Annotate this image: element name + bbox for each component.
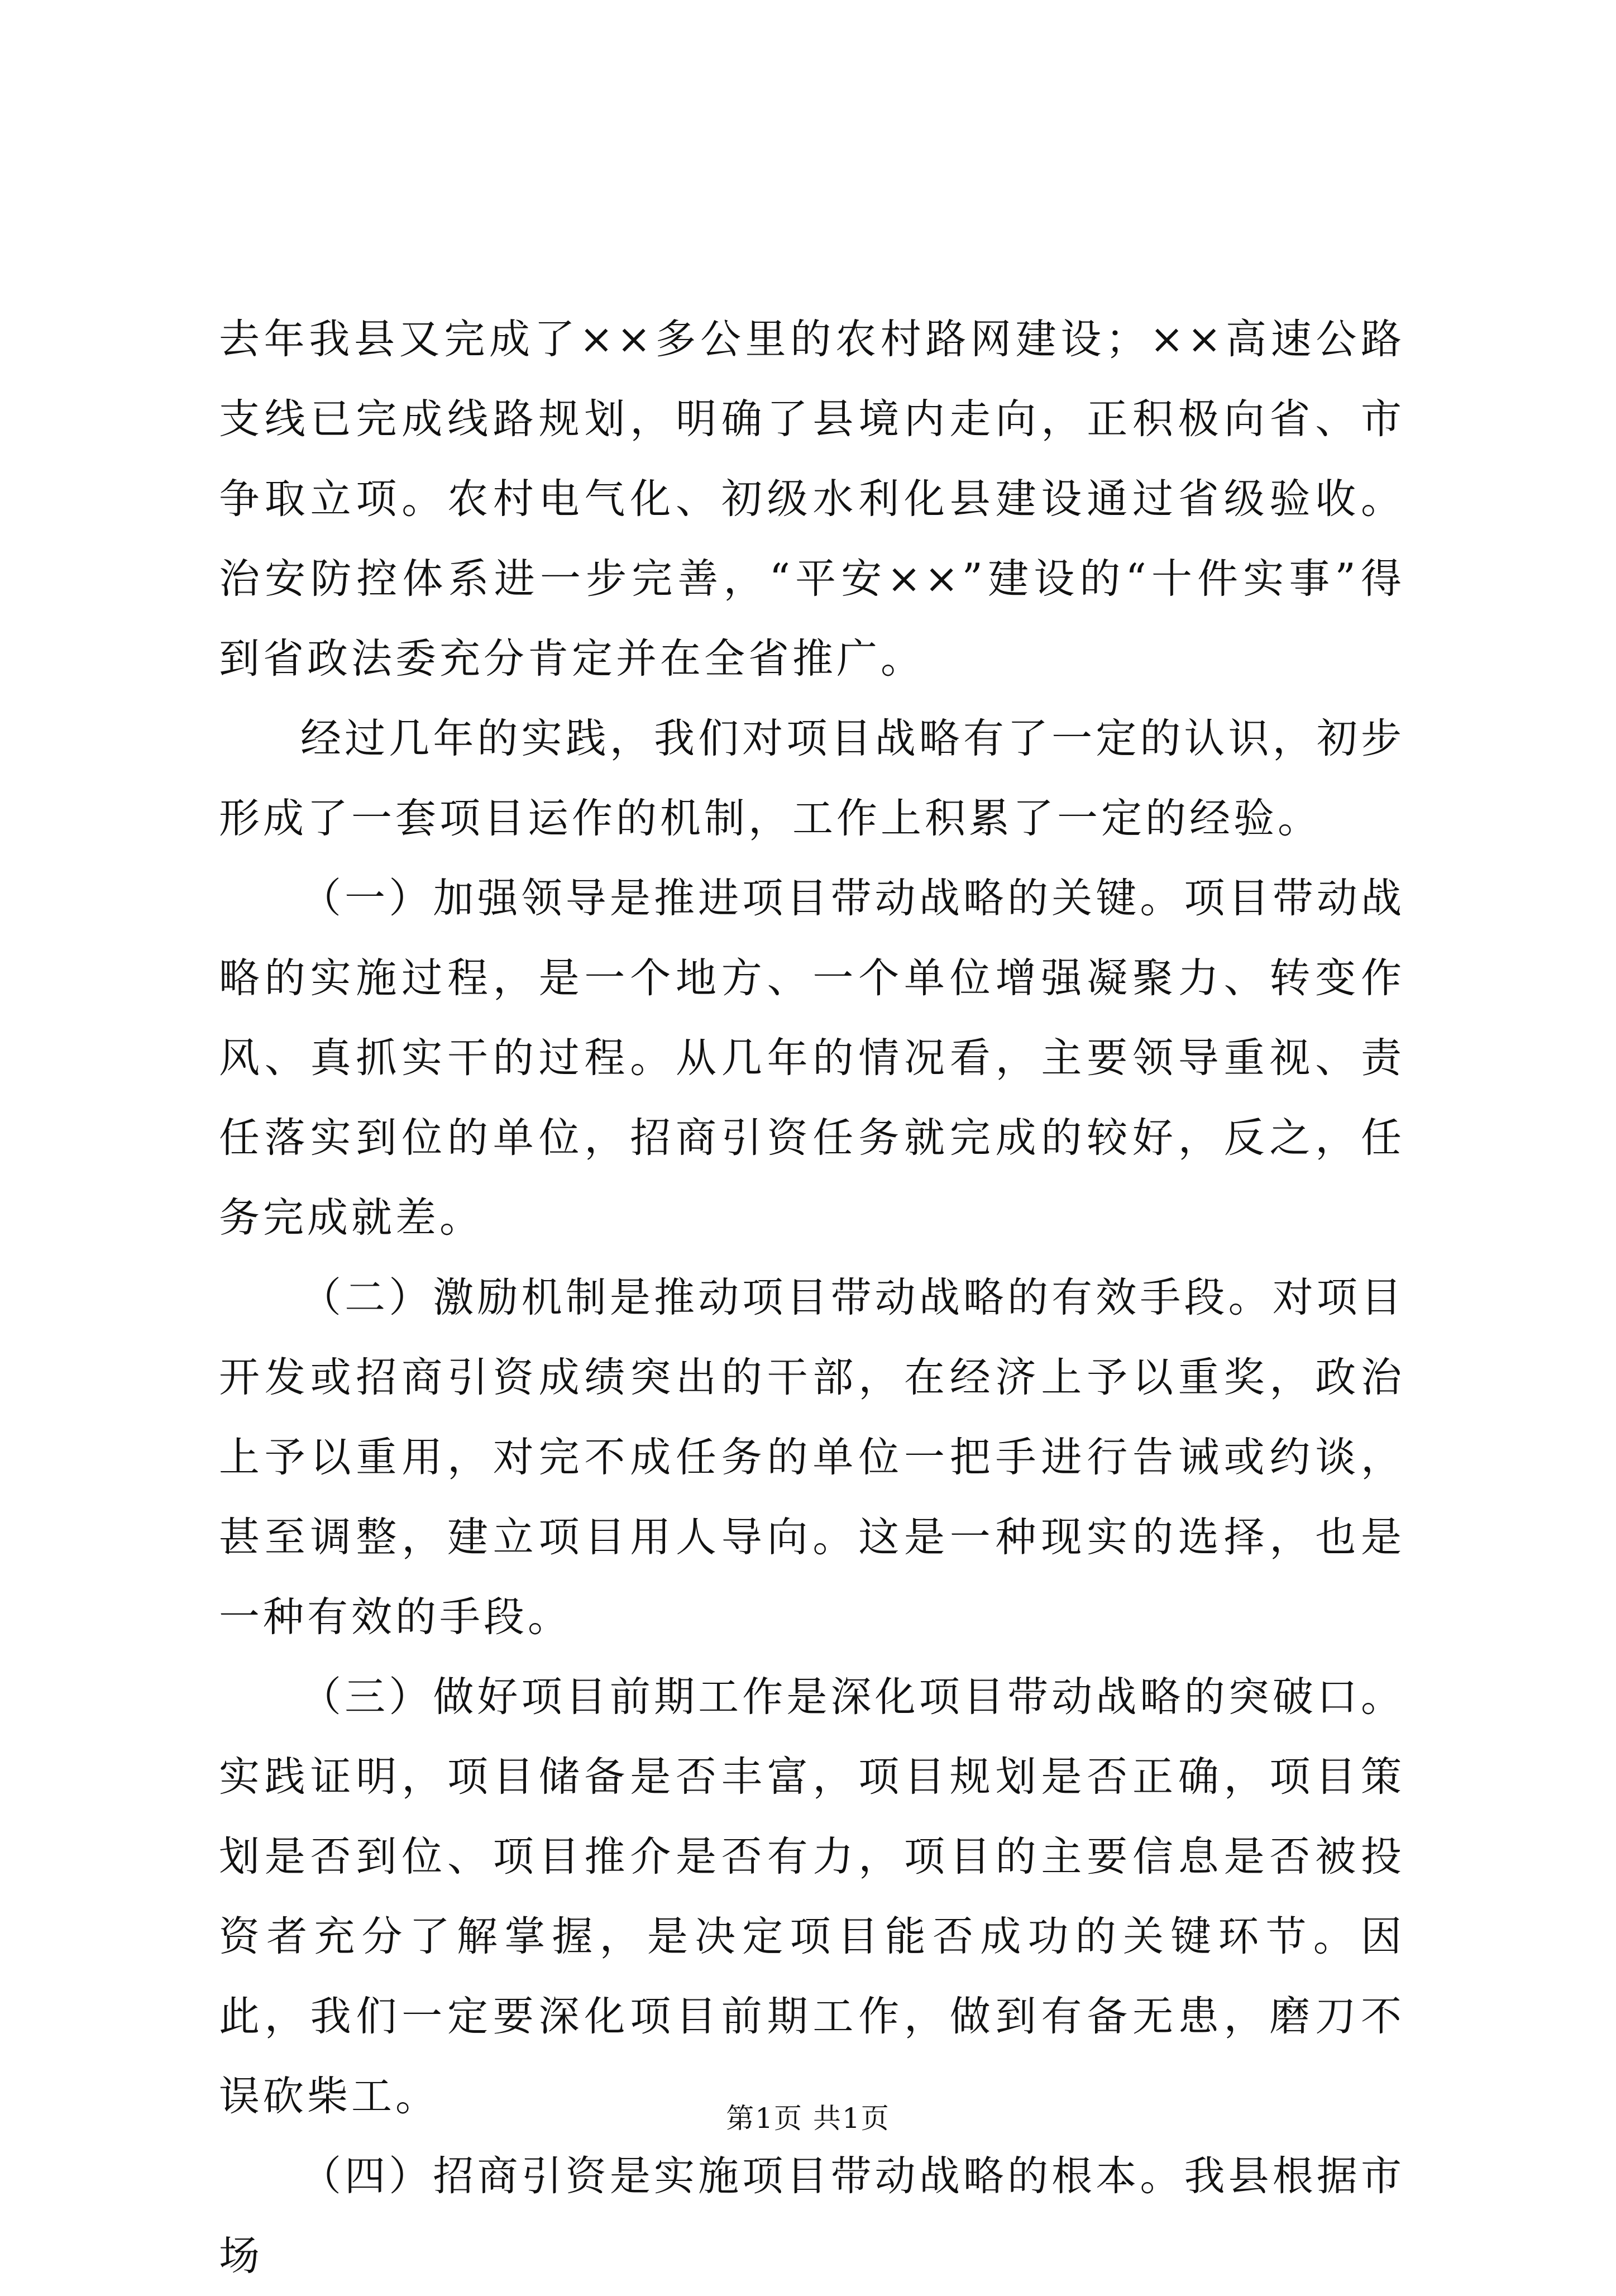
document-body xyxy=(219,299,1405,2296)
paragraph-2: 经过几年的实践，我们对项目战略有了一定的认识，初步形成了一套项目运作的机制，工作上积累了一定的经验。 xyxy=(219,715,1405,842)
paragraph-6: （四）招商引资是实施项目带动战略的根本。我县根据市场 xyxy=(219,2152,1405,2280)
paragraph-3: （一）加强领导是推进项目带动战略的关键。项目带动战略的实施过程，是一个地方、一个单位增强凝聚力、转变作风、真抓实干的过程。从几年的情况看，主要领导重视、责任落实到位的单位，招商引资任务就完成的较好，反之，任务完成就差。 xyxy=(219,875,1405,1242)
page-footer: 第1页 共1页 xyxy=(726,2102,890,2135)
paragraph-4: （二）激励机制是推动项目带动战略的有效手段。对项目开发或招商引资成绩突出的干部，在经济上予以重奖，政治上予以重用，对完不成任务的单位一把手进行告诫或约谈，甚至调整，建立项目用人导向。这是一种现实的选择，也是一种有效的手段。 xyxy=(219,1274,1405,1641)
paragraph-5: （三）做好项目前期工作是深化项目带动战略的突破口。实践证明，项目储备是否丰富，项目规划是否正确，项目策划是否到位、项目推介是否有力，项目的主要信息是否被投资者充分了解掌握，是决定项目能否成功的关键环节。因此，我们一定要深化项目前期工作，做到有备无患，磨刀不误砍柴工。 xyxy=(219,1673,1405,2120)
paragraph-1: 去年我县又完成了××多公里的农村路网建设；××高速公路支线已完成线路规划，明确了县境内走向，正积极向省、市争取立项。农村电气化、初级水利化县建设通过省级验收。治安防控体系进一步完善，“平安××”建设的“十件实事”得到省政法委充分肯定并在全省推广。 xyxy=(219,316,1405,682)
